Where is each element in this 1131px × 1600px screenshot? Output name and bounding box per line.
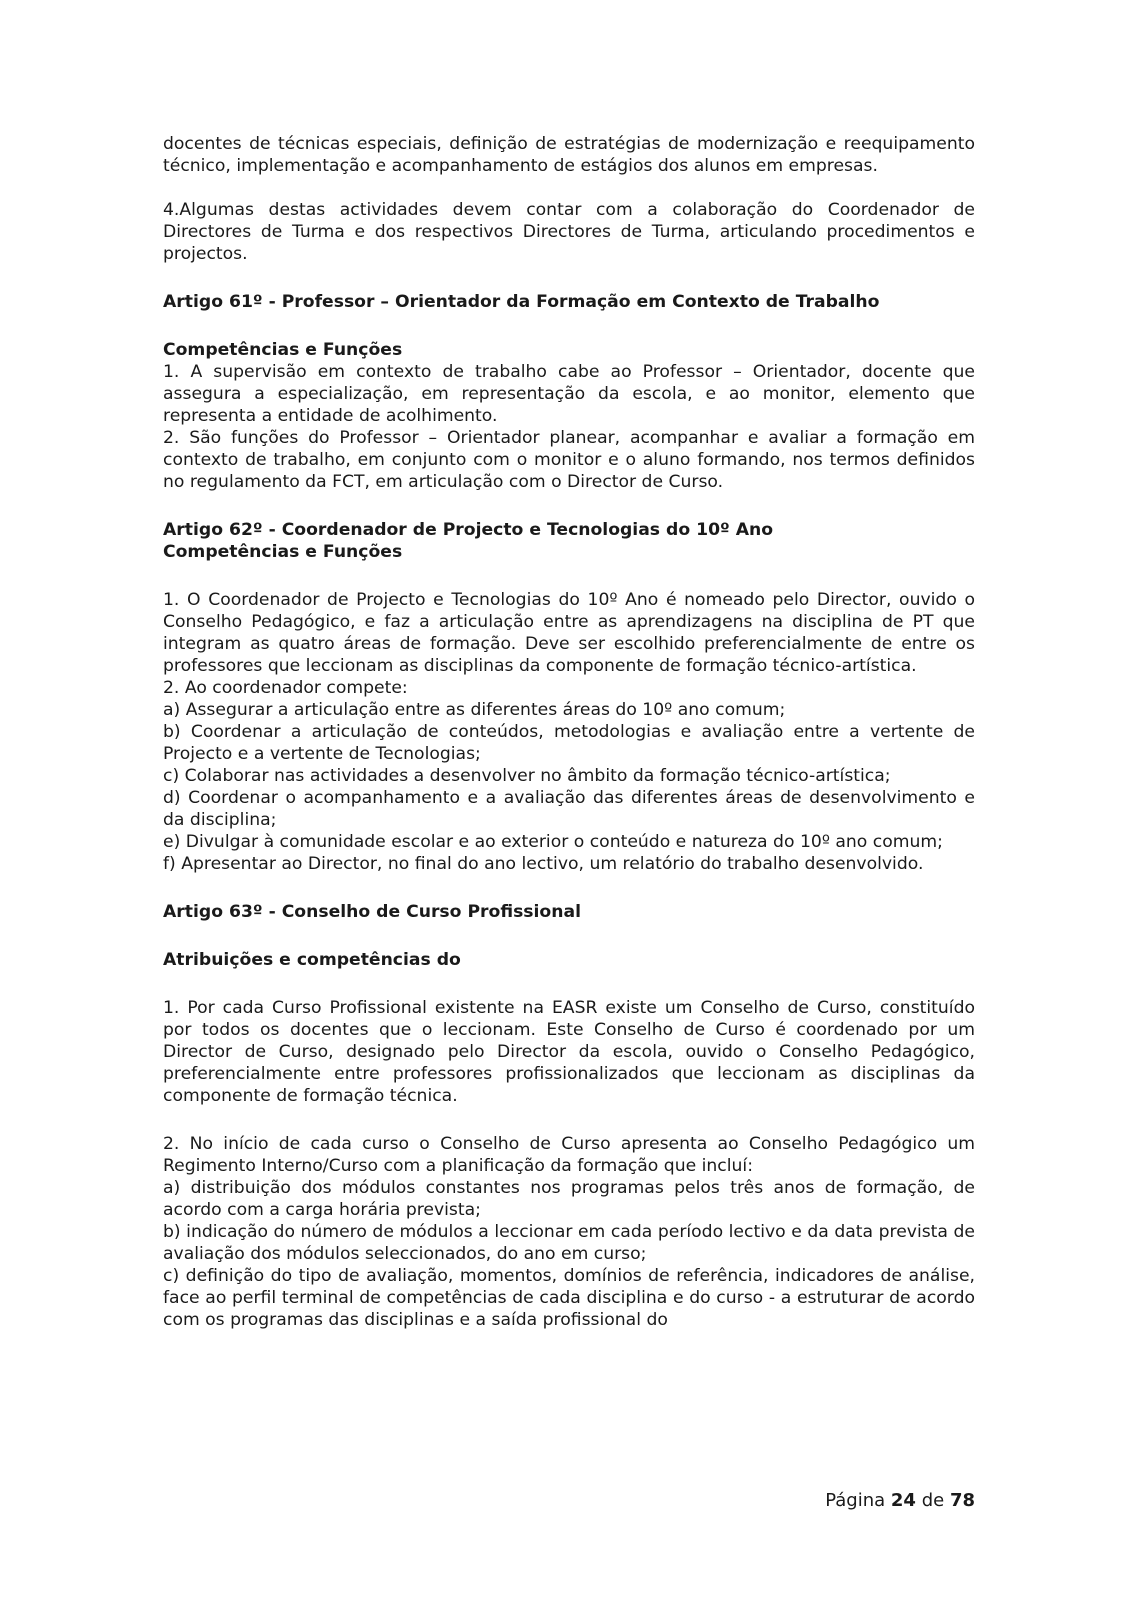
article-62-item-f: f) Apresentar ao Director, no final do ano lectivo, um relatório do trabalho desenvolvido. [163,854,924,874]
total-page-count: 78 [949,1490,975,1511]
paragraph-intro: docentes de técnicas especiais, definição de estratégias de modernização e reequipamento técnico, implementação e acompanhamento de estágios dos alunos em empresas. [163,134,975,176]
article-62-subheading: Competências e Funções [163,542,403,562]
article-61-paragraph-2: 2. São funções do Professor – Orientador planear, acompanhar e avaliar a formação em contexto de trabalho, em conjunto com o monitor e o aluno formando, nos termos definidos no regulamento da FCT, em articulação com o Director de Curso. [163,428,975,492]
article-63-paragraph-1: 1. Por cada Curso Profissional existente na EASR existe um Conselho de Curso, constituído por todos os docentes que o leccionam. Este Conselho de Curso é coordenado por um Director de Curso, designado pelo Director da escola, ouvido o Conselho Pedagógico, preferencialmente entre professores profissionalizados que leccionam as disciplinas da componente de formação técnica. [163,998,975,1106]
article-62-item-b: b) Coordenar a articulação de conteúdos, metodologias e avaliação entre a vertente de Projecto e a vertente de Tecnologias; [163,722,975,764]
article-62-item-d: d) Coordenar o acompanhamento e a avaliação das diferentes áreas de desenvolvimento e da disciplina; [163,788,975,830]
page-label: Página [825,1490,886,1511]
article-62-item-e: e) Divulgar à comunidade escolar e ao exterior o conteúdo e natureza do 10º ano comum; [163,832,943,852]
article-63-item-c: c) definição do tipo de avaliação, momentos, domínios de referência, indicadores de análise, face ao perfil terminal de competências de cada disciplina e do curso - a estruturar de acordo com os programas das disciplinas e a saída profissional do [163,1266,975,1330]
article-62-paragraph-1: 1. O Coordenador de Projecto e Tecnologias do 10º Ano é nomeado pelo Director, ouvido o Conselho Pedagógico, e faz a articulação entre as aprendizagens na disciplina de PT que integram as quatro áreas de formação. Deve ser escolhido preferencialmente de entre os professores que leccionam as disciplinas da componente de formação técnico-artística. [163,590,975,676]
page-number-footer [825,1490,975,1511]
paragraph-4: 4.Algumas destas actividades devem contar com a colaboração do Coordenador de Directores de Turma e dos respectivos Directores de Turma, articulando procedimentos e projectos. [163,200,975,264]
article-61-subheading: Competências e Funções [163,340,403,360]
page-separator: de [921,1490,945,1511]
article-63-heading: Artigo 63º - Conselho de Curso Profissional [163,902,581,922]
article-62-paragraph-2: 2. Ao coordenador compete: [163,678,408,698]
article-63-item-a: a) distribuição dos módulos constantes nos programas pelos três anos de formação, de acordo com a carga horária prevista; [163,1178,975,1220]
article-61-paragraph-1: 1. A supervisão em contexto de trabalho cabe ao Professor – Orientador, docente que assegura a especialização, em representação da escola, e ao monitor, elemento que representa a entidade de acolhimento. [163,362,975,426]
article-63-subheading: Atribuições e competências do [163,950,461,970]
article-63-item-b: b) indicação do número de módulos a leccionar em cada período lectivo e da data prevista de avaliação dos módulos seleccionados, do ano em curso; [163,1222,975,1264]
document-page [163,133,975,1331]
article-62-item-c: c) Colaborar nas actividades a desenvolver no âmbito da formação técnico-artística; [163,766,891,786]
article-62-item-a: a) Assegurar a articulação entre as diferentes áreas do 10º ano comum; [163,700,786,720]
current-page-number: 24 [890,1490,916,1511]
article-61-heading: Artigo 61º - Professor – Orientador da Formação em Contexto de Trabalho [163,292,880,312]
article-63-paragraph-2: 2. No início de cada curso o Conselho de Curso apresenta ao Conselho Pedagógico um Regimento Interno/Curso com a planificação da formação que incluí: [163,1134,975,1176]
article-62-heading: Artigo 62º - Coordenador de Projecto e Tecnologias do 10º Ano [163,520,774,540]
